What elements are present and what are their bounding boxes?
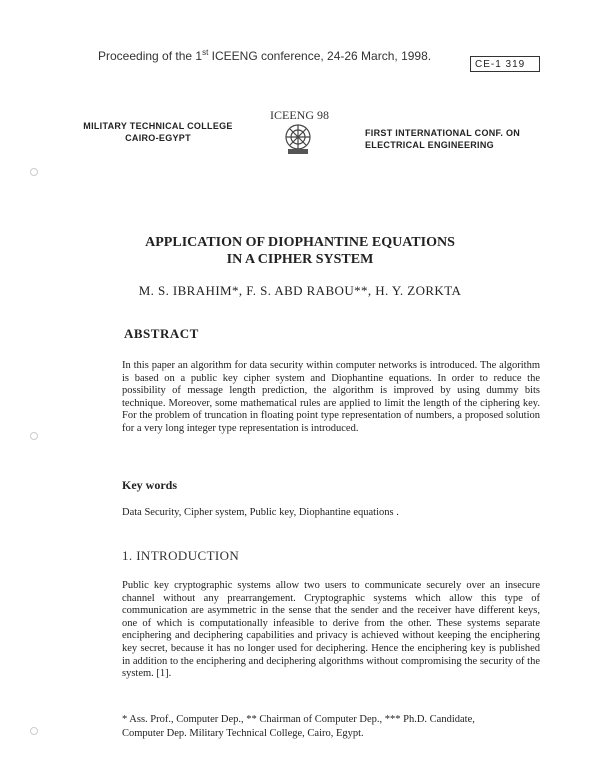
introduction-heading: 1. INTRODUCTION bbox=[122, 548, 240, 563]
right-org-line2: ELECTRICAL ENGINEERING bbox=[365, 140, 494, 150]
paper-code-box: CE-1 319 bbox=[470, 56, 540, 72]
svg-text:ICEENG 98: ICEENG 98 bbox=[270, 108, 329, 122]
right-org-line1: FIRST INTERNATIONAL CONF. ON bbox=[365, 128, 521, 138]
footnote-line2: Computer Dep. Military Technical College, Cairo, Egypt. bbox=[122, 728, 364, 739]
paper-title bbox=[0, 234, 600, 268]
punch-hole-icon bbox=[30, 727, 38, 735]
punch-hole-icon bbox=[30, 168, 38, 176]
left-org-line2: CAIRO-EGYPT bbox=[125, 133, 191, 143]
footnote bbox=[122, 713, 540, 741]
left-org-line1: MILITARY TECHNICAL COLLEGE bbox=[83, 121, 233, 131]
left-organization bbox=[78, 120, 238, 144]
title-line1: APPLICATION OF DIOPHANTINE EQUATIONS bbox=[145, 235, 455, 250]
punch-hole-icon bbox=[30, 432, 38, 440]
right-organization bbox=[365, 127, 520, 151]
title-line2: IN A CIPHER SYSTEM bbox=[226, 252, 374, 267]
conference-logo bbox=[266, 105, 336, 157]
proceeding-prefix: Proceeding of the 1 bbox=[98, 49, 203, 63]
keywords-body: Data Security, Cipher system, Public key, Diophantine equations . bbox=[122, 507, 399, 518]
abstract-body: In this paper an algorithm for data security within computer networks is introduced. The algorithm is based on a public key cipher system and Diophantine equations. In order to reduce the possibility of message length prediction, the algorithm is improved by using dummy bits technique. Moreover, some mathematical rules are applied to limit the length of the ciphering key. For the problem of truncation in floating point type representation of numbers, a proposed solution for a very long integer type representation is introduced. bbox=[122, 360, 540, 434]
introduction-body: Public key cryptographic systems allow two users to communicate securely over an insecure channel without any prearrangement. Cryptographic systems which allow this type of communication are asymmetric in the sense that the sender and the receiver have different keys, one of which is computationally infeasible to derive from the other. These systems separate enciphering and deciphering capabilities and privacy is achieved without keeping the enciphering key secret, because it has no longer used for deciphering. Hence the enciphering key is published in addition to the enciphering and deciphering algorithms without compromising the security of the system. [1]. bbox=[122, 580, 540, 680]
proceeding-sup: st bbox=[202, 48, 209, 57]
conference-logo-icon bbox=[266, 105, 336, 157]
footnote-line1: * Ass. Prof., Computer Dep., ** Chairman of Computer Dep., *** Ph.D. Candidate, bbox=[122, 714, 475, 725]
proceeding-suffix: ICEENG conference, 24-26 March, 1998. bbox=[208, 49, 432, 63]
keywords-heading: Key words bbox=[122, 478, 177, 492]
authors: M. S. IBRAHIM*, F. S. ABD RABOU**, H. Y. ZORKTA bbox=[138, 283, 462, 298]
proceeding-header bbox=[98, 48, 431, 63]
abstract-heading: ABSTRACT bbox=[124, 326, 199, 341]
